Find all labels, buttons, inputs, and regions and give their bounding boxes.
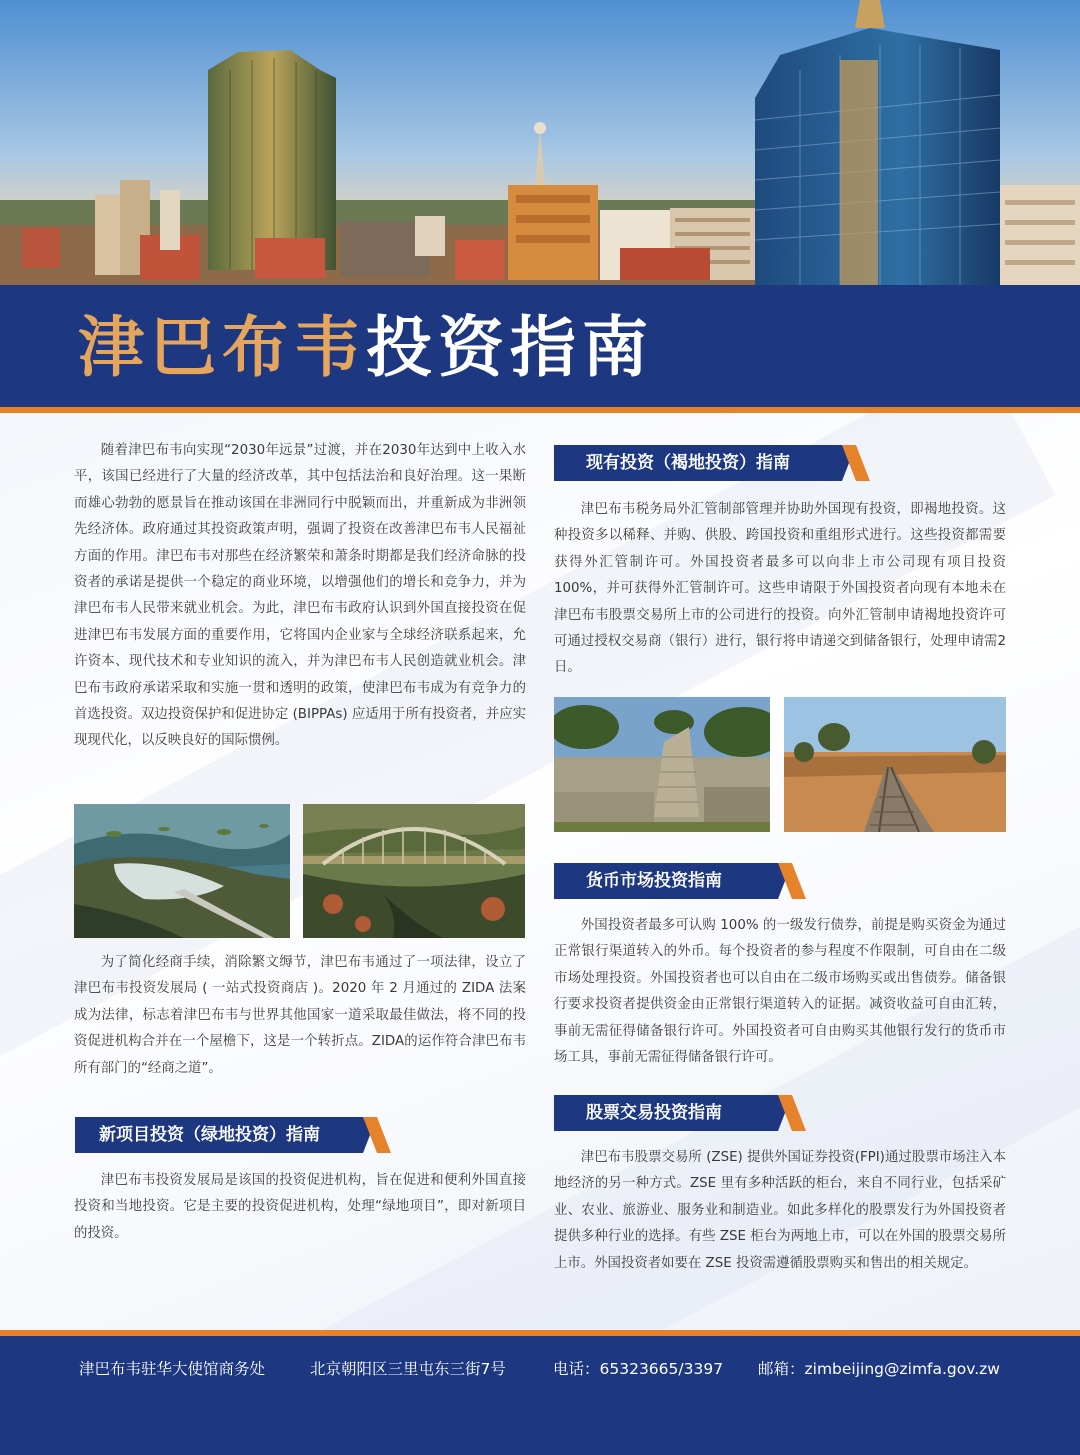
intro-paragraph: 随着津巴布韦向实现“2030年远景”过渡，并在2030年达到中上收入水平，该国已经进行了大量的经济改革，其中包括法治和良好治理。这一果断而雄心勃勃的愿景旨在推动该国在非洲同行中脱颖而出，并重新成为非洲领先经济体。政府通过其投资政策声明，强调了投资在改善津巴布韦人民福祉方面的作用。津巴布韦对那些在经济繁荣和萧条时期都是我们经济命脉的投资者的承诺是提供一个稳定的商业环境，以增强他们的增长和竞争力，并为津巴布韦人民带来就业机会。为此，津巴布韦政府认识到外国直接投资在促进津巴布韦发展方面的重要作用，它将国内企业家与全球经济联系起来，允许资本、现代技术和专业知识的流入，并为津巴布韦人民创造就业机会。津巴布韦政府承诺采取和实施一贯和透明的政策，使津巴布韦成为有竞争力的首选投资。双边投资保护和促进协定 (BIPPAs) 应适用于所有投资者，并应实现现代化，以反映良好的国际惯例。 bbox=[74, 443, 526, 749]
victoria-falls-photo bbox=[74, 804, 290, 938]
money-market-heading bbox=[554, 863, 810, 899]
footer-email: 邮箱：zimbeijing@zimfa.gov.zw bbox=[758, 1360, 1000, 1378]
page-title bbox=[78, 307, 654, 387]
content-area bbox=[0, 413, 1080, 1330]
money-market-paragraph: 外国投资者最多可认购 100% 的一级发行债券，前提是购买资金为通过正常银行渠道转入的外币。每个投资者的参与程度不作限制，可自由在二级市场处理投资。外国投资者也可以自由在二级市场购买或出售债券。储备银行要求投资者提供资金由正常银行渠道转入的证据。减资收益可自由汇转，事前无需征得储备银行许可。外国投资者可自由购买其他银行发行的货币市场工具，事前无需征得储备银行许可。 bbox=[554, 918, 1006, 1066]
greenfield-heading bbox=[75, 1117, 395, 1153]
bridge-photo bbox=[303, 804, 525, 938]
title-band bbox=[0, 285, 1080, 407]
page-title-guide: 投资指南 bbox=[366, 308, 654, 386]
hero-cityscape-photo bbox=[0, 0, 1080, 285]
railway-photo bbox=[784, 697, 1006, 832]
footer-office: 津巴布韦驻华大使馆商务处 bbox=[79, 1360, 266, 1378]
brownfield-paragraph: 津巴布韦税务局外汇管制部管理并协助外国现有投资，即褐地投资。这种投资多以稀释、并购、供股、跨国投资和重组形式进行。这些投资都需要获得外汇管制许可。外国投资者最多可以向非上市公司现有项目投资100%，并可获得外汇管制许可。这些申请限于外国投资者向现有本地未在津巴布韦股票交易所上市的公司进行的投资。向外汇管制申请褐地投资许可可通过授权交易商（银行）进行，银行将申请递交到储备银行，处理申请需2日。 bbox=[554, 502, 1006, 676]
footer bbox=[0, 1330, 1080, 1455]
footer-phone: 电话：65323665/3397 bbox=[553, 1360, 724, 1378]
money-market-heading-label: 货币市场投资指南 bbox=[586, 871, 722, 891]
stock-exchange-paragraph: 津巴布韦股票交易所 (ZSE) 提供外国证券投资(FPI)通过股票市场注入本地经济的另一种方式。ZSE 里有多种活跃的柜台，来自不同行业，包括采矿业、农业、旅游业、服务业和制造业。如此多样化的股票发行为外国投资者提供多种行业的选择。有些 ZSE 柜台为两地上市，可以在外国的股票交易所上市。外国投资者如要在 ZSE 投资需遵循股票购买和售出的相关规定。 bbox=[554, 1150, 1006, 1271]
stock-exchange-heading bbox=[554, 1095, 810, 1131]
greenfield-heading-label: 新项目投资（绿地投资）指南 bbox=[99, 1125, 320, 1145]
great-zimbabwe-ruins-photo bbox=[554, 697, 770, 832]
zida-paragraph: 为了简化经商手续，消除繁文缛节，津巴布韦通过了一项法律，设立了津巴布韦投资发展局 ( 一站式投资商店 )。2020 年 2 月通过的 ZIDA 法案成为法律，标志着津巴布韦与世界其他国家一道采取最佳做法，将不同的投资促进机构合并在一个屋檐下，这是一个转折点。ZIDA的运作符合津巴布韦所有部门的“经商之道”。 bbox=[74, 955, 526, 1076]
brownfield-heading-label: 现有投资（褐地投资）指南 bbox=[586, 453, 790, 473]
page-title-country: 津巴布韦 bbox=[78, 308, 366, 386]
footer-address: 北京朝阳区三里屯东三街7号 bbox=[310, 1360, 506, 1378]
brownfield-heading bbox=[554, 445, 874, 481]
greenfield-paragraph: 津巴布韦投资发展局是该国的投资促进机构，旨在促进和便利外国直接投资和当地投资。它是主要的投资促进机构，处理“绿地项目”，即对新项目的投资。 bbox=[74, 1173, 526, 1241]
stock-exchange-heading-label: 股票交易投资指南 bbox=[586, 1103, 722, 1123]
